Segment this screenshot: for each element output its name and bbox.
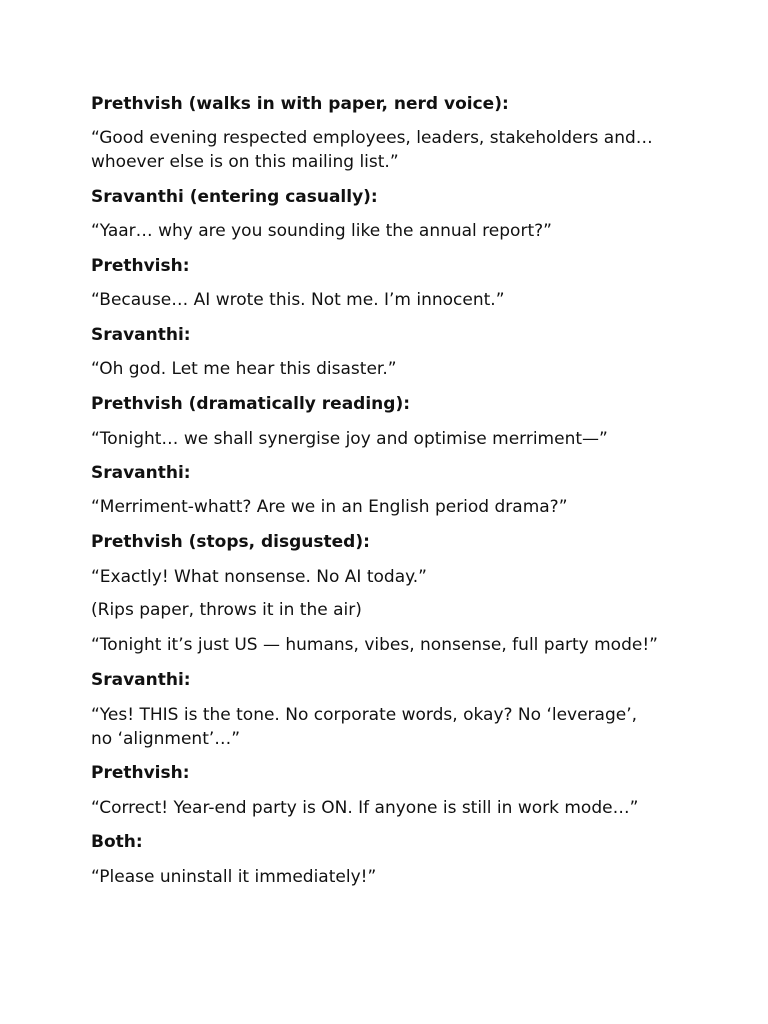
dialogue-line: “Because… AI wrote this. Not me. I’m innocent.”: [91, 290, 505, 310]
dialogue-line: “Oh god. Let me hear this disaster.”: [91, 359, 397, 379]
dialogue-line: “Tonight… we shall synergise joy and optimise merriment—”: [91, 429, 608, 449]
dialogue-line: “Exactly! What nonsense. No AI today.”: [91, 567, 427, 587]
dialogue-line: no ‘alignment’…”: [91, 729, 241, 749]
speaker-line: Prethvish (dramatically reading):: [91, 394, 411, 414]
dialogue-line: “Please uninstall it immediately!”: [91, 867, 377, 887]
speaker-line: Prethvish:: [91, 256, 190, 276]
speaker-line: Sravanthi:: [91, 463, 191, 483]
speaker-line: Both:: [91, 832, 143, 852]
speaker-line: Prethvish (walks in with paper, nerd voice):: [91, 94, 509, 114]
speaker-line: Prethvish (stops, disgusted):: [91, 532, 370, 552]
speaker-line: Sravanthi:: [91, 670, 191, 690]
dialogue-line: “Good evening respected employees, leaders, stakeholders and…: [91, 128, 653, 148]
dialogue-line: “Merriment-whatt? Are we in an English period drama?”: [91, 497, 568, 517]
speaker-line: Sravanthi:: [91, 325, 191, 345]
dialogue-line: “Yes! THIS is the tone. No corporate words, okay? No ‘leverage’,: [91, 705, 638, 725]
dialogue-line: “Correct! Year-end party is ON. If anyone is still in work mode…”: [91, 798, 639, 818]
dialogue-line: “Yaar… why are you sounding like the annual report?”: [91, 221, 552, 241]
dialogue-line: “Tonight it’s just US — humans, vibes, nonsense, full party mode!”: [91, 635, 658, 655]
dialogue-line: whoever else is on this mailing list.”: [91, 152, 399, 172]
stage-direction: (Rips paper, throws it in the air): [91, 600, 362, 620]
speaker-line: Prethvish:: [91, 763, 190, 783]
speaker-line: Sravanthi (entering casually):: [91, 187, 378, 207]
